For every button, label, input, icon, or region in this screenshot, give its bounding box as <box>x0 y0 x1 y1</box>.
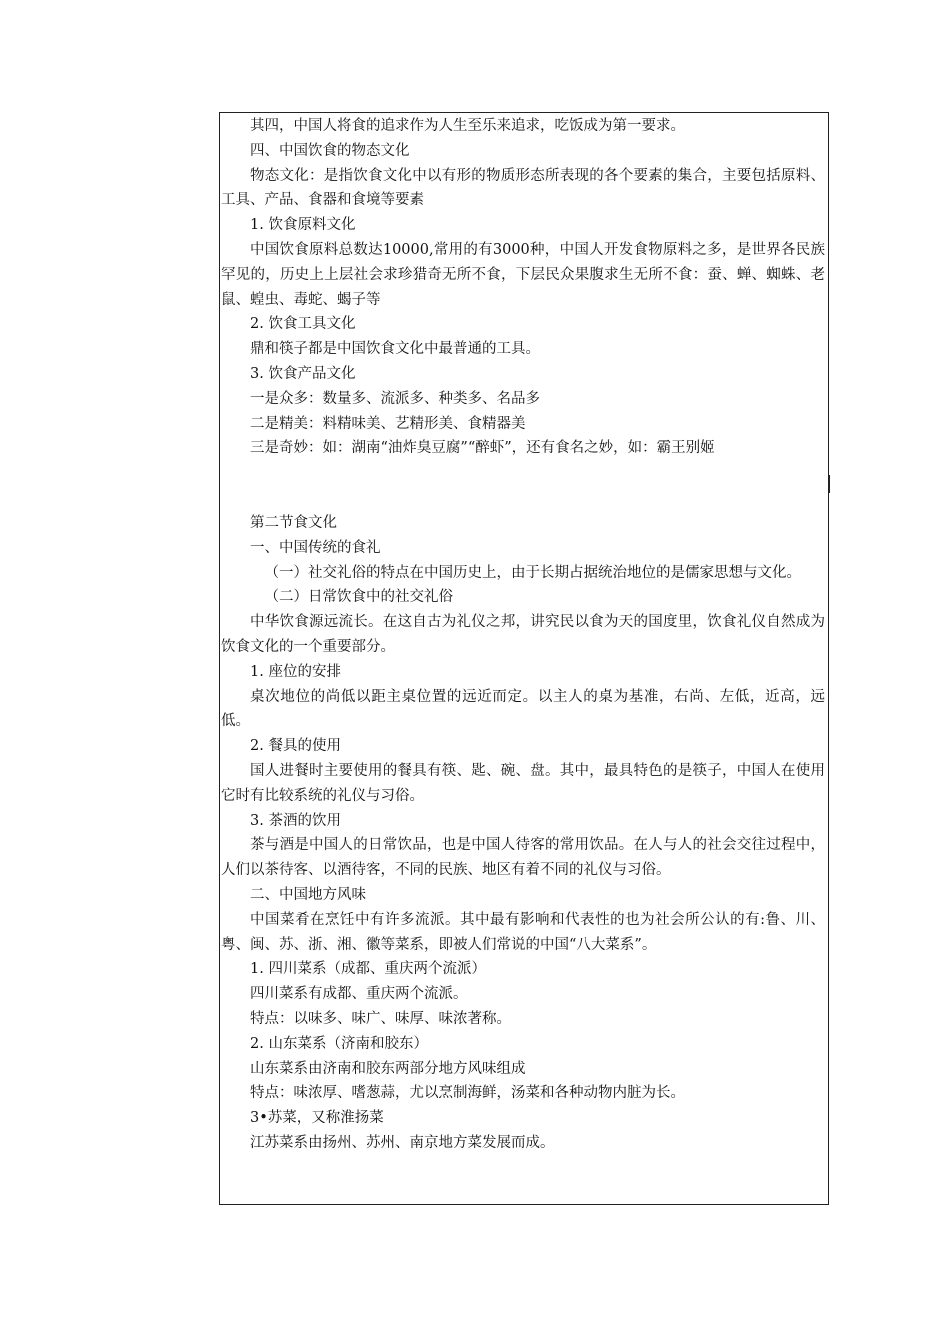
heading-traditional-etiquette: 一、中国传统的食礼 <box>250 539 381 556</box>
heading-jiangsu: 3•苏菜，又称淮扬菜 <box>250 1110 384 1127</box>
paragraph-regional-flavors: 中国菜肴在烹饪中有许多流派。其中最有影响和代表性的也为社会所公认的有:鲁、川、粤、闽、苏、浙、湘、徽等菜系，即被人们常说的中国“八大菜系”。 <box>221 911 825 953</box>
paragraph-seating: 桌次地位的尚低以距主桌位置的远近而定。以主人的桌为基准，右尚、左低，近高，远低。 <box>221 688 825 730</box>
paragraph-tools: 鼎和筷子都是中国饮食文化中最普通的工具。 <box>250 341 540 358</box>
paragraph-shandong-features: 特点：味浓厚、嗜葱蒜，尤以烹制海鲜，汤菜和各种动物内脏为长。 <box>250 1085 685 1102</box>
heading-seating: 1. 座位的安排 <box>250 663 341 680</box>
paragraph-material-definition: 物态文化：是指饮食文化中以有形的物质形态所表现的各个要素的集合，主要包括原料、工具、产品、食器和食境等要素 <box>221 167 825 209</box>
heading-daily-customs: （二）日常饮食中的社交礼俗 <box>264 589 453 606</box>
heading-tools: 2. 饮食工具文化 <box>250 316 356 333</box>
paragraph-jiangsu: 江苏菜系由扬州、苏州、南京地方菜发展而成。 <box>250 1134 555 1151</box>
section-food-culture-material <box>221 114 825 461</box>
paragraph-sichuan-features: 特点：以味多、味广、味厚、味浓著称。 <box>250 1010 511 1027</box>
paragraph-wonderful: 三是奇妙：如：湖南“油炸臭豆腐”“醉虾”，还有食名之妙，如：霸王别姬 <box>250 440 715 457</box>
frame-rule-segment <box>829 475 830 493</box>
heading-material-culture: 四、中国饮食的物态文化 <box>250 142 410 159</box>
heading-regional-flavors: 二、中国地方风味 <box>250 886 366 903</box>
paragraph-raw-materials: 中国饮食原料总数达10000,常用的有3000种，中国人开发食物原料之多，是世界各民族罕见的，历史上上层社会求珍猎奇无所不食，下层民众果腹求生无所不食：蚕、蝉、蜘蛛、老鼠、蝗虫、毒蛇、蝎子等 <box>221 241 825 308</box>
paragraph-sichuan: 四川菜系有成都、重庆两个流派。 <box>250 986 468 1003</box>
heading-tea-wine: 3. 茶酒的饮用 <box>250 812 341 829</box>
paragraph-long-history: 中华饮食源远流长。在这自古为礼仪之邦，讲究民以食为天的国度里，饮食礼仪自然成为饮食文化的一个重要部分。 <box>221 614 825 655</box>
paragraph-exquisite: 二是精美：料精味美、艺精形美、食精器美 <box>250 415 526 432</box>
heading-raw-materials: 1. 饮食原料文化 <box>250 217 356 234</box>
heading-products: 3. 饮食产品文化 <box>250 365 356 382</box>
section-food-etiquette <box>221 511 825 1156</box>
paragraph-shandong: 山东菜系由济南和胶东两部分地方风味组成 <box>250 1060 526 1077</box>
paragraph-qisi: 其四，中国人将食的追求作为人生至乐来追求，吃饭成为第一要求。 <box>250 118 685 134</box>
section-heading: 第二节食文化 <box>250 515 337 531</box>
paragraph-numerous: 一是众多：数量多、流派多、种类多、名品多 <box>250 390 540 407</box>
heading-shandong: 2. 山东菜系（济南和胶东） <box>250 1035 428 1052</box>
heading-tableware: 2. 餐具的使用 <box>250 738 341 755</box>
paragraph-social-customs: （一）社交礼俗的特点在中国历史上，由于长期占据统治地位的是儒家思想与文化。 <box>264 564 801 581</box>
paragraph-tea-wine: 茶与酒是中国人的日常饮品，也是中国人待客的常用饮品。在人与人的社会交往过程中，人们以茶待客、以酒待客，不同的民族、地区有着不同的礼仪与习俗。 <box>221 837 825 879</box>
paragraph-tableware: 国人进餐时主要使用的餐具有筷、匙、碗、盘。其中，最具特色的是筷子，中国人在使用它时有比较系统的礼仪与习俗。 <box>221 762 825 804</box>
heading-sichuan: 1. 四川菜系（成都、重庆两个流派） <box>250 961 486 978</box>
